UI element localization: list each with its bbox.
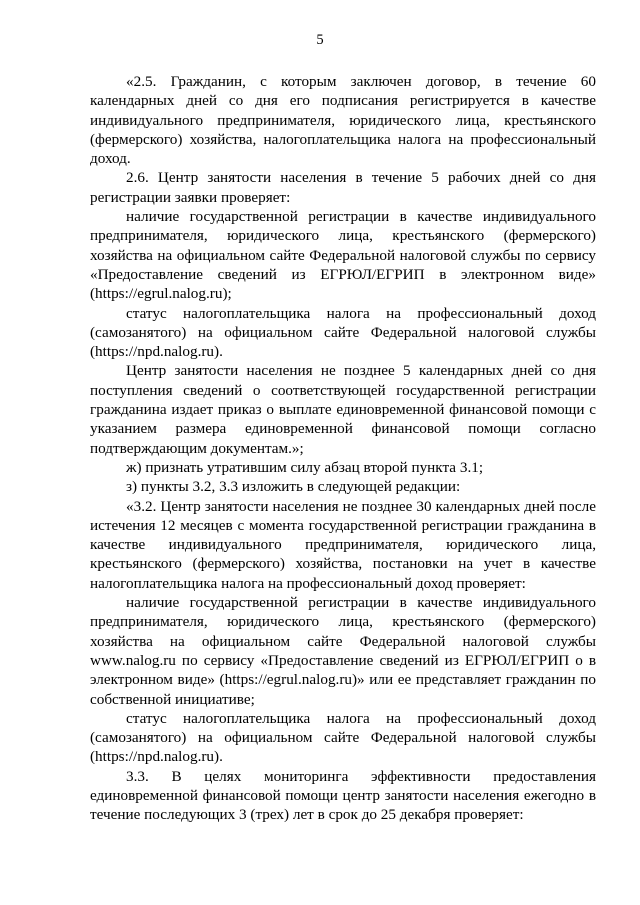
paragraph-order-issue: Центр занятости населения не позднее 5 календарных дней со дня поступления сведений о соответствующей государственной регистрации гражданина издает приказ о выплате единовременной финансовой помощи с указанием размера единовременной финансовой помощи согласно подтверждающим документам.»; — [90, 362, 596, 457]
paragraph-registration-check-2: наличие государственной регистрации в качестве индивидуального предпринимателя, юридического лица, крестьянского (фермерского) хозяйства на официальном сайте Федеральной налоговой службы www.nalog.ru по сервису «Предоставление сведений из ЕГРЮЛ/ЕГРИП о в электронном виде» (https://egrul.nalog.ru)» или ее представляет гражданин по собственной инициативе; — [90, 594, 596, 708]
paragraph-item-z: з) пункты 3.2, 3.3 изложить в следующей редакции: — [126, 478, 461, 496]
paragraph-selfemployed-status: статус налогоплательщика налога на профессиональный доход (самозанятого) на официальном сайте Федеральной налоговой службы (https://npd.nalog.ru). — [90, 304, 596, 361]
paragraph-item-zh: ж) признать утратившим силу абзац второй пункта 3.1; — [126, 458, 484, 476]
page-number: 5 — [316, 32, 324, 48]
document-body — [90, 72, 596, 825]
paragraph-2-6: 2.6. Центр занятости населения в течение 5 рабочих дней со дня регистрации заявки проверяет: — [90, 169, 596, 206]
paragraph-selfemployed-status-2: статус налогоплательщика налога на профессиональный доход (самозанятого) на официальном сайте Федеральной налоговой службы (https://npd.nalog.ru). — [90, 709, 596, 766]
paragraph-registration-check: наличие государственной регистрации в качестве индивидуального предпринимателя, юридического лица, крестьянского (фермерского) хозяйства на официальном сайте Федеральной налоговой службы по сервису «Предоставление сведений из ЕГРЮЛ/ЕГРИП в электронном виде» (https://egrul.nalog.ru); — [90, 208, 596, 303]
paragraph-3-3: 3.3. В целях мониторинга эффективности предоставления единовременной финансовой помощи центр занятости населения ежегодно в течение последующих 3 (трех) лет в срок до 25 декабря проверяет: — [90, 767, 596, 824]
paragraph-2-5: «2.5. Гражданин, с которым заключен договор, в течение 60 календарных дней со дня его подписания регистрируется в качестве индивидуального предпринимателя, юридического лица, крестьянского (фермерского) хозяйства, налогоплательщика налога на профессиональный доход. — [90, 73, 596, 168]
paragraph-3-2: «3.2. Центр занятости населения не позднее 30 календарных дней после истечения 12 месяцев с момента государственной регистрации гражданина в качестве индивидуального предпринимателя, юридического лица, крестьянского (фермерского) хозяйства, постановки на учет в качестве налогоплательщика налога на профессиональный доход проверяет: — [90, 497, 596, 592]
